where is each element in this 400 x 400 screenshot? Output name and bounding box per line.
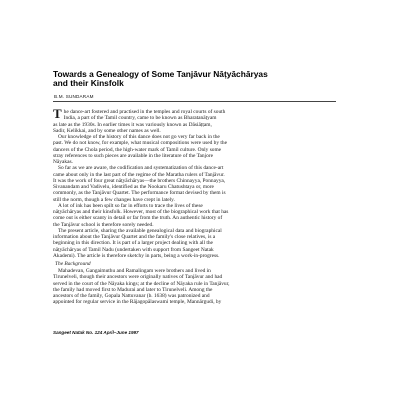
author-byline: B.M. SUNDARAM <box>54 94 94 99</box>
text-line: Our knowledge of the history of this dance does not go very far back in the <box>58 134 220 140</box>
text-line: the family had moved first to Madurai and later to Tirunelveli. Among the <box>53 286 213 293</box>
text-line: A lot of ink has been spilt so far in efforts to trace the lives of these <box>58 202 203 209</box>
background-paragraphs <box>53 268 336 306</box>
text-line: as late as the 1930s. In earlier times it was variously known as Dāsiāṭṭam, <box>53 121 212 128</box>
title-line-2: and their Kinsfolk <box>53 78 124 88</box>
text-line: nāṭyāchāryas of Tamil Nadu (undertaken with support from Sangeet Natak <box>53 246 214 253</box>
text-line: Akademi). The article is therefore sketchy in parts, being a work-in-progress. <box>53 252 220 259</box>
text-line: Sadir, Kelikkai, and by some other names as well. <box>53 127 161 134</box>
text-line: Sivanandam and Vadivelu, identified as the Nookaru Chatushtaya or, more <box>53 184 214 190</box>
text-line: It was the work of four great nāṭyāchāryas—the brothers Chinnayya, Ponnayya, <box>53 177 226 184</box>
title-line-1: Towards a Genealogy of Some Tanjāvur Nāṭyāchāryas <box>53 69 268 79</box>
drop-cap: T <box>53 106 62 121</box>
first-line-text: he dance-art fostered and practised in the temples and royal courts of south <box>63 109 226 115</box>
text-line: came about only in the last part of the regime of the Maratha rulers of Tanjāvur. <box>53 171 225 178</box>
text-line: dancers of the Chola period, the high-water mark of Tamil culture. Only some <box>53 146 222 153</box>
article-title <box>53 70 353 88</box>
text-line: commonly, as the Tanjāvur Quartet. The performance format devised by them is <box>53 190 226 197</box>
text-line: stray references to such pieces are available in the literature of the Tanjore <box>53 152 213 159</box>
page-footer: Sangeet Natak No. 124 April–June 1997 <box>53 330 139 335</box>
text-line: served in the court of the Nāyaka kings; at the decline of Nāyaka rule in Tanjāvur, <box>53 280 230 287</box>
text-line: India, a part of the Tamil country, came to be known as Bharatanāṭyam <box>63 115 217 122</box>
text-line: nāṭyāchāryas and their kinsfolk. However, most of the biographical work that has <box>53 209 229 215</box>
intro-paragraphs <box>53 115 336 259</box>
text-line: So far as we are aware, the codification and systematization of this dance-art <box>58 165 224 172</box>
section-heading: The Background <box>55 261 91 267</box>
text-line: ancestors of the family, Gopala Nattuvanar (b. 1638) was patronized and <box>53 293 210 299</box>
text-line: information about the Tanjāvur Quartet and the family's close relatives, is a <box>53 234 216 240</box>
text-line: come out is either scanty in detail or far from the truth. An authentic history of <box>53 215 223 222</box>
text-line: Mahadevan, Gangaimuthu and Ramalingam were brothers and lived in <box>58 268 211 274</box>
text-line: still the norm, though a few changes have crept in lately. <box>53 196 175 203</box>
text-line: past. We do not know, for example, what musical compositions were used by the <box>53 140 227 147</box>
text-line: Nāyakas. <box>53 159 73 165</box>
text-line: the Tanjāvur school is therefore sorely needed. <box>53 221 154 228</box>
title-divider <box>53 101 336 102</box>
text-line: appointed for regular service in the Rājagopālaswami temple, Mannārgudi, by <box>53 299 222 306</box>
text-line: beginning in this direction. It is part of a larger project dealing with all the <box>53 240 213 247</box>
text-line: The present article, sharing the available genealogical data and biographical <box>58 227 222 234</box>
article-body <box>53 106 336 306</box>
text-line: Tirunelveli, though their ancestors were originally natives of Tanjāvur and had <box>53 274 223 281</box>
